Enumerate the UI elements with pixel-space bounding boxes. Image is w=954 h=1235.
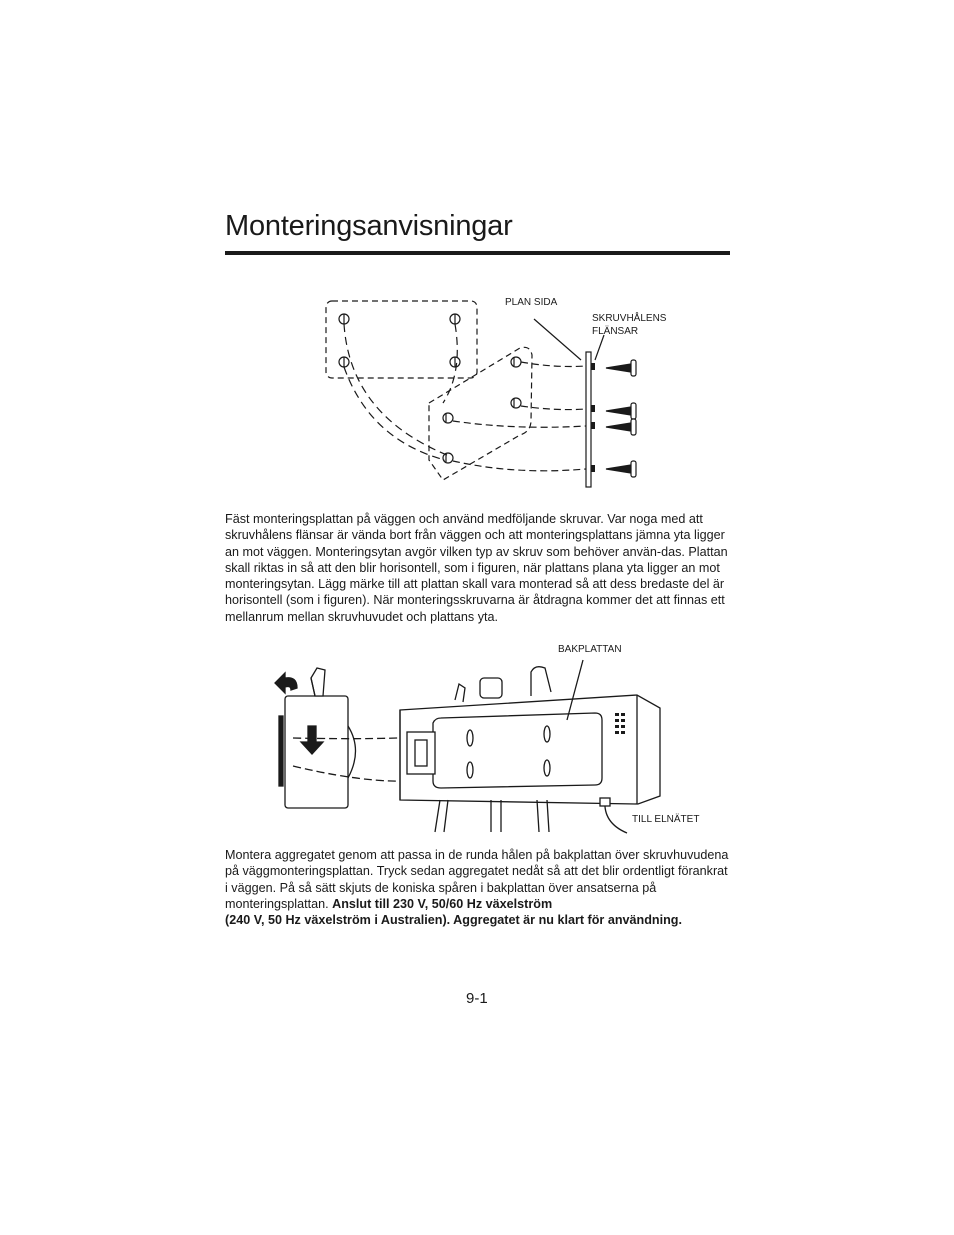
hole	[443, 413, 453, 423]
label-flansar-1: SKRUVHÅLENS	[592, 313, 667, 324]
label-flansar-2: FLÄNSAR	[592, 326, 639, 337]
power-note-1: Anslut till 230 V, 50/60 Hz växelström	[332, 896, 553, 911]
mounting-plate-figure	[315, 290, 675, 495]
screw-icon	[606, 403, 636, 419]
instruction-paragraph-2	[225, 847, 730, 928]
page-number: 9-1	[466, 990, 488, 1007]
label-till-elnatet: TILL ELNÄTET	[632, 814, 700, 825]
flange	[591, 465, 595, 472]
unit-mounting-diagram	[265, 638, 715, 838]
mounting-plate-diagram	[315, 290, 675, 495]
flange	[591, 405, 595, 412]
rotation-arc	[344, 324, 447, 455]
alignment-line	[521, 362, 586, 367]
flange	[591, 422, 595, 429]
power-note-2: (240 V, 50 Hz växelström i Australien). Aggregatet är nu klart för användning.	[225, 913, 683, 928]
rotate-arrow-icon	[275, 673, 297, 693]
side-plate	[586, 352, 591, 487]
page-title: Monteringsanvisningar	[225, 210, 513, 242]
leader-plan-sida	[534, 319, 581, 360]
top-connector	[455, 684, 465, 702]
paragraph-2-text: Montera aggregatet genom att passa in de runda hålen på bakplattan över skruvhuvudena på väggmonteringsplattan. Tryck sedan aggregatet nedåt så att det blir ordentligt förankrat i väggen. På så sätt skjuts de koniska spåren i bakplattan över ansatserna på monteringsplattan.	[225, 848, 729, 911]
instruction-paragraph-1: Fäst monteringsplattan på väggen och använd medföljande skruvar. Var noga med att skruvhålens flänsar är vända bort från väggen och att monteringsplattans jämna yta ligger an mot väggen. Monteringsytan avgör vilken typ av skruv som behöver använ-das. Plattan skall riktas in så att den blir horisontell, som i figuren, när plattans plana yta ligger an mot monteringsytan. Lägg märke till att plattan skall vara monterad så att dess bredaste del är horisontell (som i figuren). När monteringsskruvarna är åtdragna kommer det att finnas ett mellanrum mellan skruvhuvudet och plattans yta.	[225, 512, 728, 624]
leader-flansar	[595, 335, 604, 360]
label-bakplattan: BAKPLATTAN	[558, 644, 622, 655]
unit-mounting-figure	[265, 638, 715, 838]
screw-icon	[606, 419, 636, 435]
top-accessory	[480, 678, 502, 698]
hose	[435, 800, 440, 832]
title-rule	[225, 251, 730, 255]
wall-block	[285, 696, 348, 808]
alignment-line	[453, 421, 586, 427]
flange	[591, 363, 595, 370]
wall-mount-edge	[279, 716, 283, 786]
wall-curve	[348, 726, 356, 778]
hole	[511, 398, 521, 408]
hole	[443, 453, 453, 463]
hose	[537, 800, 539, 832]
top-handle	[531, 667, 551, 696]
screw-icon	[606, 461, 636, 477]
label-plan-sida: PLAN SIDA	[505, 297, 558, 308]
clamp	[407, 732, 435, 774]
screw-icon	[606, 360, 636, 376]
hole	[511, 357, 521, 367]
